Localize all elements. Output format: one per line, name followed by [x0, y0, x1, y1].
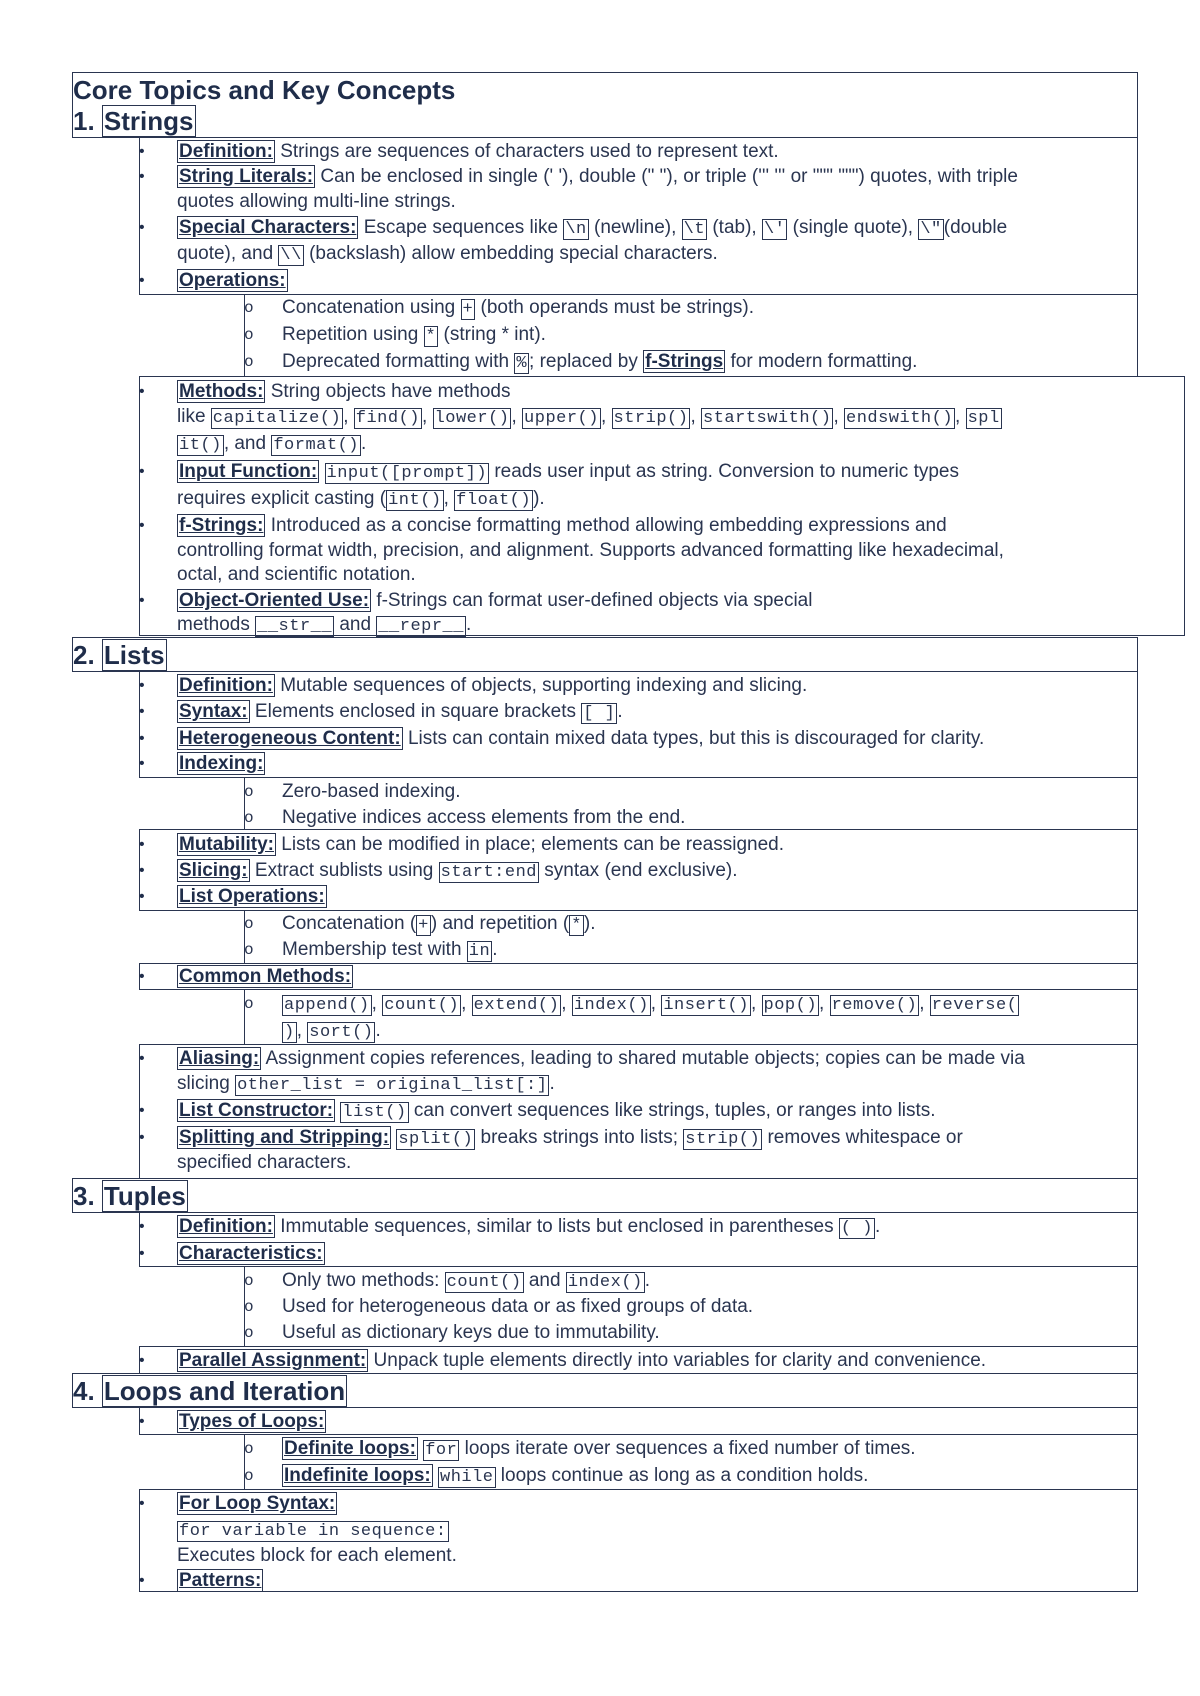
strings-methods-list: like capitalize() , find() , lower() , upper() , strip() , startswith() , endswith() , spl	[177, 406, 1000, 428]
sub-bullet-icon: o	[244, 915, 254, 933]
section-heading-lists: 2. Lists	[73, 640, 165, 670]
bullet-icon: •	[139, 677, 145, 694]
bullet-icon: •	[139, 836, 145, 853]
strings-op-concat: Concatenation using + (both operands must be strings).	[282, 297, 755, 319]
tuples-parallel-assignment: Parallel Assignment: Unpack tuple elements directly into variables for clarity and convenience.	[179, 1350, 987, 1371]
tuples-dict-keys: Useful as dictionary keys due to immutability.	[282, 1322, 660, 1343]
lists-aliasing: Aliasing: Assignment copies references, leading to shared mutable objects; copies can be made via	[179, 1048, 1025, 1069]
sub-bullet-icon: o	[244, 1440, 254, 1458]
bullet-icon: •	[139, 1129, 145, 1146]
lists-definition: Definition: Mutable sequences of objects, supporting indexing and slicing.	[179, 675, 808, 696]
lists-slicing: Slicing: Extract sublists using start:end syntax (end exclusive).	[179, 860, 738, 882]
lists-aliasing-cont: slicing other_list = original_list[:] .	[177, 1073, 555, 1095]
sub-bullet-icon: o	[244, 1272, 254, 1290]
strings-object-oriented: Object-Oriented Use: f-Strings can format user-defined objects via special	[179, 590, 813, 611]
bullet-icon: •	[139, 592, 145, 609]
bullet-icon: •	[139, 1352, 145, 1369]
bullet-icon: •	[139, 1413, 145, 1430]
loops-for-syntax-code: for variable in sequence:	[179, 1522, 447, 1541]
bullet-icon: •	[139, 968, 145, 985]
bullet-icon: •	[139, 1218, 145, 1235]
strings-op-format: Deprecated formatting with % ; replaced by f-Strings for modern formatting.	[282, 351, 918, 373]
lists-indexing-negative: Negative indices access elements from the end.	[282, 807, 686, 828]
tuples-characteristics-label: Characteristics:	[179, 1243, 323, 1264]
sub-bullet-icon: o	[244, 326, 254, 344]
strings-input-function-cont: requires explicit casting ( int() , float() ).	[177, 488, 545, 510]
bullet-icon: •	[139, 1050, 145, 1067]
loops-for-syntax-label: For Loop Syntax:	[179, 1493, 336, 1514]
strings-definition: Definition: Strings are sequences of characters used to represent text.	[179, 141, 779, 162]
bullet-icon: •	[139, 383, 145, 400]
loops-for-syntax-desc: Executes block for each element.	[177, 1545, 457, 1566]
bullet-icon: •	[139, 168, 145, 185]
bullet-icon: •	[139, 517, 145, 534]
bullet-icon: •	[139, 1572, 145, 1589]
bullet-icon: •	[139, 143, 145, 160]
sub-bullet-icon: o	[244, 1324, 254, 1342]
sub-bullet-icon: o	[244, 299, 254, 317]
lists-constructor: List Constructor: list() can convert sequences like strings, tuples, or ranges into lists.	[179, 1100, 936, 1122]
bullet-icon: •	[139, 219, 145, 236]
loops-types-label: Types of Loops:	[179, 1411, 325, 1432]
strings-fstrings: f-Strings: Introduced as a concise formatting method allowing embedding expressions and	[179, 515, 947, 536]
lists-indexing-label: Indexing:	[179, 753, 264, 774]
loops-definite: Definite loops: for loops iterate over sequences a fixed number of times.	[284, 1438, 916, 1460]
tuples-methods: Only two methods: count() and index() .	[282, 1270, 651, 1292]
lists-methods-list: append() , count() , extend() , index() , insert() , pop() , remove() , reverse(	[284, 993, 1018, 1015]
section-heading-tuples: 3. Tuples	[73, 1181, 186, 1211]
lists-heading-frame	[72, 637, 1138, 672]
lists-operations-label: List Operations:	[179, 886, 325, 907]
strings-special-chars-cont: quote), and \\ (backslash) allow embedding special characters.	[177, 243, 718, 265]
strings-methods: Methods: String objects have methods	[179, 381, 511, 402]
strings-object-oriented-cont: methods __str__ and __repr__ .	[177, 614, 472, 636]
strings-literals: String Literals: Can be enclosed in single (' '), double (" "), or triple (''' ''' or """ """) quotes, with triple	[179, 166, 1018, 187]
sub-bullet-icon: o	[244, 1298, 254, 1316]
loops-patterns-label: Patterns:	[179, 1570, 262, 1591]
sub-bullet-icon: o	[244, 995, 254, 1013]
lists-heterogeneous: Heterogeneous Content: Lists can contain mixed data types, but this is discouraged for clarity.	[179, 728, 985, 749]
section-heading-loops: 4. Loops and Iteration	[73, 1376, 346, 1406]
bullet-icon: •	[139, 703, 145, 720]
lists-splitting: Splitting and Stripping: split() breaks strings into lists; strip() removes whitespace or	[179, 1127, 963, 1149]
sub-bullet-icon: o	[244, 1467, 254, 1485]
bullet-icon: •	[139, 730, 145, 747]
strings-special-chars: Special Characters: Escape sequences like \n (newline), \t (tab), \' (single quote), \" (double	[179, 217, 1008, 239]
bullet-icon: •	[139, 272, 145, 289]
lists-syntax: Syntax: Elements enclosed in square brackets [ ] .	[179, 701, 623, 723]
loops-indefinite: Indefinite loops: while loops continue as long as a condition holds.	[284, 1465, 869, 1487]
lists-indexing-zero: Zero-based indexing.	[282, 781, 461, 802]
tuples-definition: Definition: Immutable sequences, similar to lists but enclosed in parentheses ( ) .	[179, 1216, 881, 1238]
bullet-icon: •	[139, 1495, 145, 1512]
tuples-heterogeneous: Used for heterogeneous data or as fixed groups of data.	[282, 1296, 754, 1317]
bullet-icon: •	[139, 755, 145, 772]
page-title: Core Topics and Key Concepts	[73, 75, 456, 105]
strings-operations-label: Operations:	[179, 270, 286, 291]
strings-fstrings-cont: controlling format width, precision, and alignment. Supports advanced formatting like hexadecimal,	[177, 540, 1004, 561]
bullet-icon: •	[139, 888, 145, 905]
tuples-heading-frame	[72, 1178, 1138, 1213]
lists-op-membership: Membership test with in .	[282, 939, 498, 961]
lists-methods-list-cont: ) , sort() .	[284, 1020, 381, 1042]
lists-methods-label: Common Methods:	[179, 966, 352, 987]
sub-bullet-icon: o	[244, 783, 254, 801]
strings-fstrings-cont2: octal, and scientific notation.	[177, 564, 416, 585]
strings-methods-list-cont: it() , and format() .	[179, 433, 367, 455]
section-heading-strings: 1. Strings	[73, 106, 194, 136]
bullet-icon: •	[139, 862, 145, 879]
sub-bullet-icon: o	[244, 353, 254, 371]
strings-input-function: Input Function: input([prompt]) reads user input as string. Conversion to numeric types	[179, 461, 959, 483]
strings-op-repeat: Repetition using * (string * int).	[282, 324, 546, 346]
strings-literals-cont: quotes allowing multi-line strings.	[177, 191, 456, 212]
sub-bullet-icon: o	[244, 941, 254, 959]
lists-op-concat: Concatenation ( + ) and repetition ( * ).	[282, 913, 596, 935]
sub-bullet-icon: o	[244, 809, 254, 827]
bullet-icon: •	[139, 1102, 145, 1119]
bullet-icon: •	[139, 1245, 145, 1262]
lists-mutability: Mutability: Lists can be modified in place; elements can be reassigned.	[179, 834, 785, 855]
lists-splitting-cont: specified characters.	[177, 1152, 352, 1173]
bullet-icon: •	[139, 463, 145, 480]
